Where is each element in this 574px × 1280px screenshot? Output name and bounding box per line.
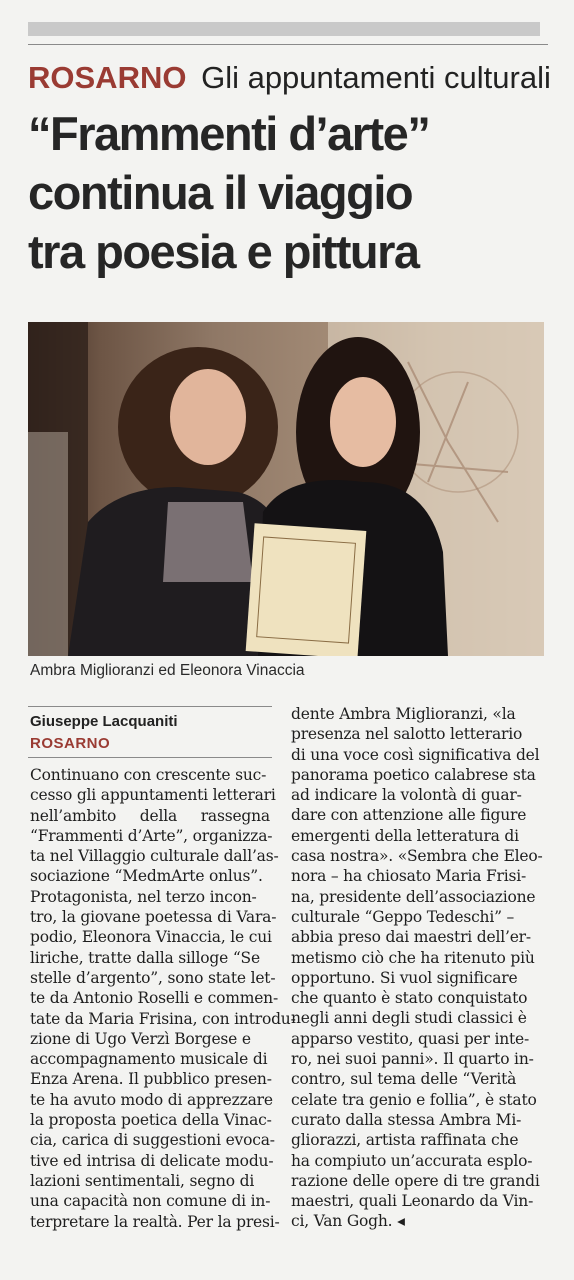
- photo-caption: Ambra Miglioranzi ed Eleonora Vinaccia: [30, 662, 305, 679]
- photo-illustration: [28, 322, 544, 656]
- author-name: Giuseppe Lacquaniti: [30, 713, 178, 730]
- top-rule: [28, 44, 548, 45]
- dateline: ROSARNO: [30, 735, 111, 752]
- kicker-subtitle: Gli appuntamenti culturali: [201, 60, 551, 95]
- body-column-1: Continuano con crescente suc- cesso gli appuntamenti letterari nell’ambito della rassegna “Frammenti d’Arte”, organizza- ta nel Villaggio culturale dall’as- sociazione “MedmArte onlus”. Protagonista, nel terzo incon- tro, la giovane poetessa di Vara- podio, Eleonora Vinaccia, le cui liriche, tratte dalla silloge “Se stelle d’argento”, sono state let- te da Antonio Roselli e commen- tate da Maria Frisina, con introdu- zione di Ugo Verzì Borgese e accompagnamento musicale di Enza Arena. Il pubblico presen- te ha avuto modo di apprezzare la proposta poetica della Vinac- cia, carica di suggestioni evoca- tive ed intrisa di delicate modu- lazioni sentimentali, segno di una capacità non comune di in- terpretare la realtà. Per la presi-: [30, 766, 296, 1231]
- headline: “Frammenti d’arte” continua il viaggio tra poesia e pittura: [28, 107, 430, 278]
- body-column-2: dente Ambra Miglioranzi, «la presenza nel salotto letterario di una voce così significativa del panorama poetico calabrese sta ad indicare la volontà di guar- dare con attenzione alle figure emergenti della letteratura di casa nostra». «Sembra che Eleo- nora – ha chiosato Maria Frisi- na, presidente dell’associazione culturale “Geppo Tedeschi” – abbia preso dai maestri dell’er- metismo ciò che ha ritenuto più opportuno. Si vuol significare che quanto è stato conquistato negli anni degli studi classici è apparso vestito, quasi per inte- ro, nei suoi panni». Il quarto in- contro, sul tema delle “Verità celate tra genio e follia”, è stato curato dalla stessa Ambra Mi- gliorazzi, artista raffinata che ha compiuto un’accurata esplo- razione delle opere di tre grandi maestri, quali Leonardo da Vin- ci, Van Gogh. ◂: [291, 705, 543, 1231]
- kicker-line: [28, 60, 568, 96]
- top-gray-bar: [28, 22, 540, 36]
- kicker-place: ROSARNO: [28, 60, 187, 95]
- article-photo: [28, 322, 544, 656]
- byline-rule-bottom: [28, 757, 272, 758]
- byline-rule-top: [28, 706, 272, 707]
